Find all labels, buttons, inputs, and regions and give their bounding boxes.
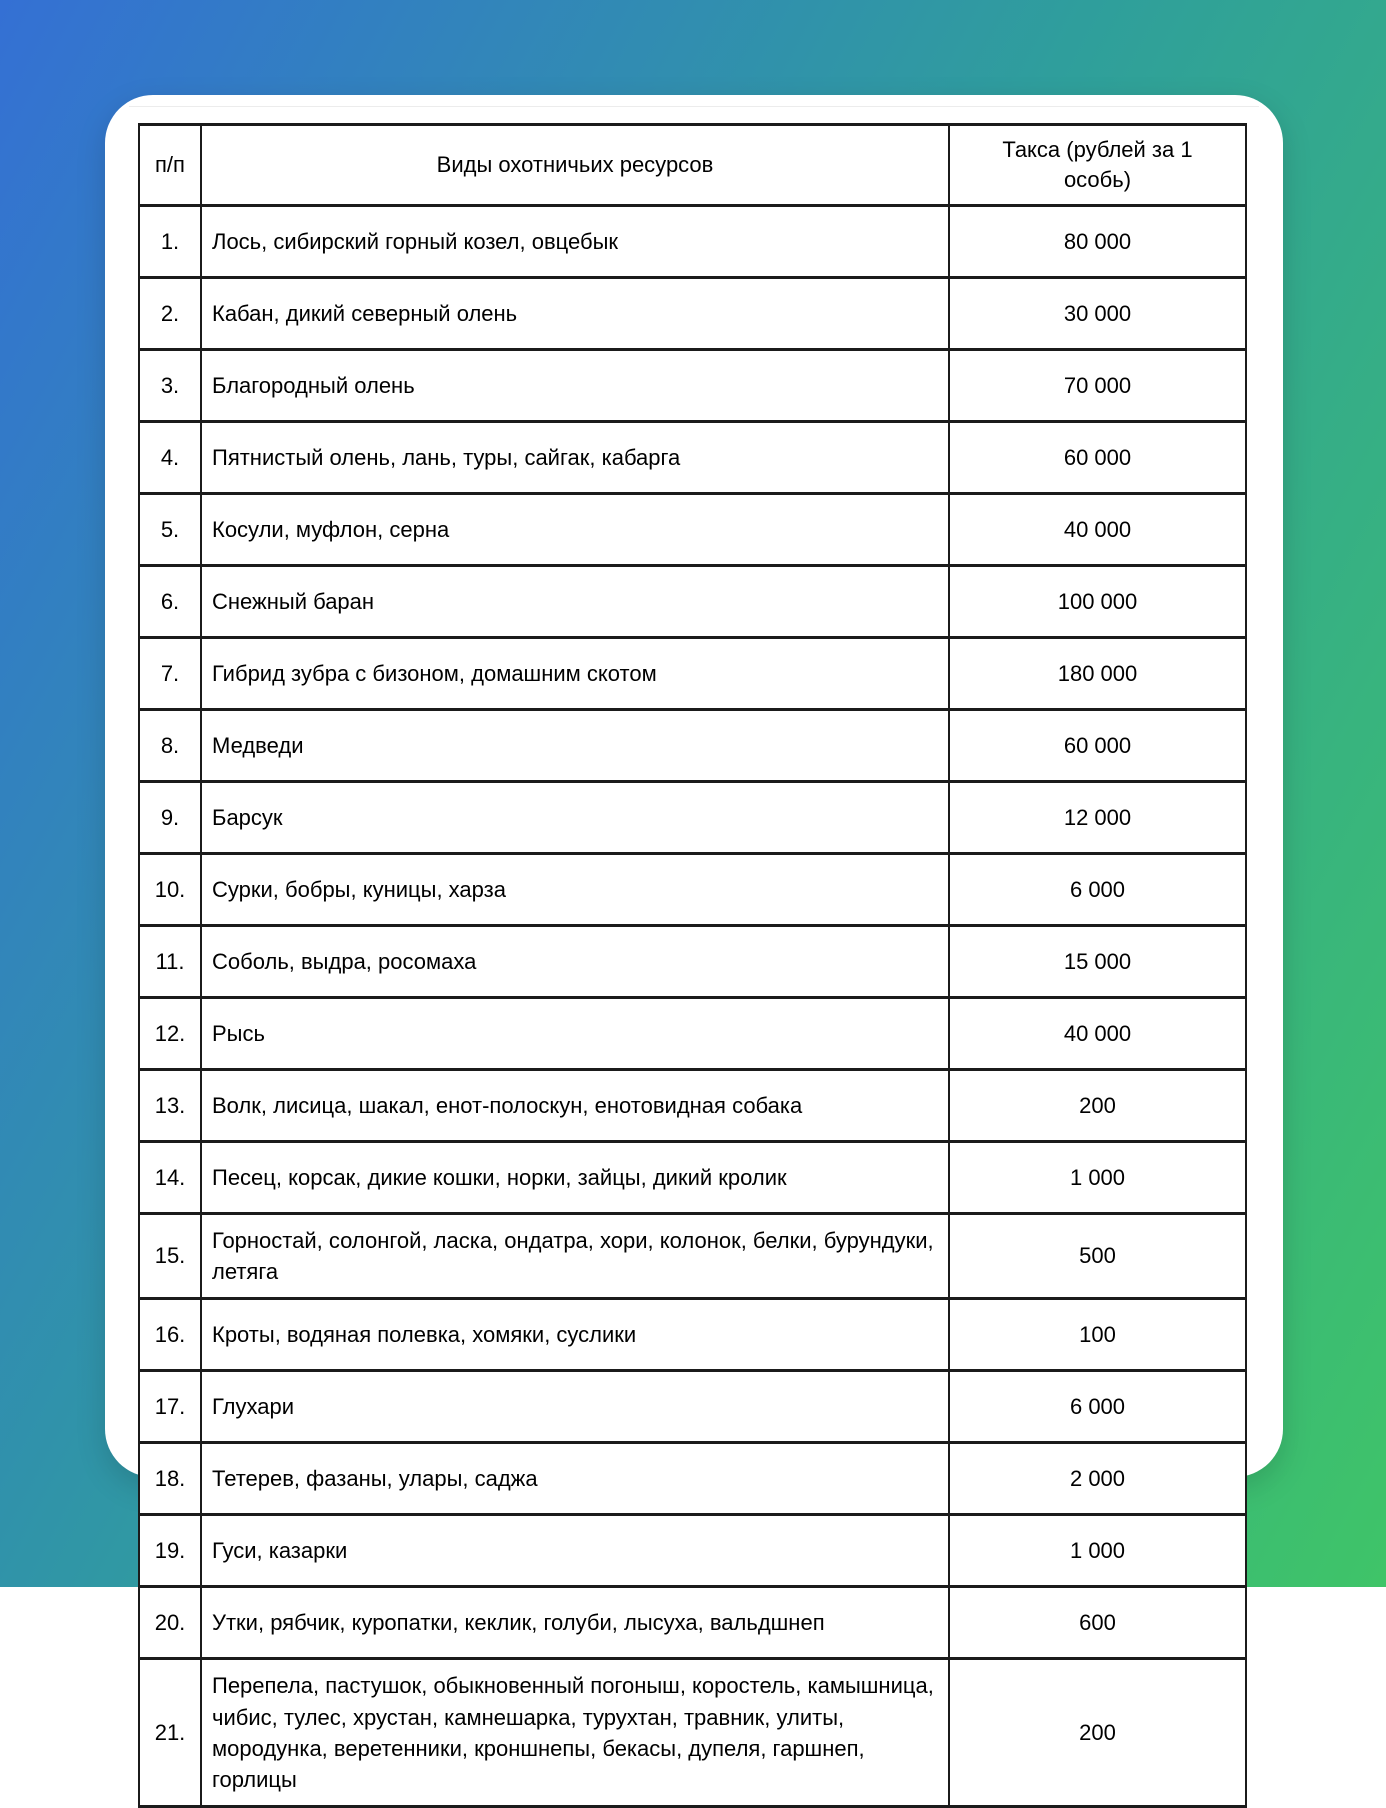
row-number-cell: 17.	[139, 1371, 201, 1443]
table-row	[139, 1142, 1246, 1214]
rate-cell: 100 000	[949, 566, 1246, 638]
rate-cell: 70 000	[949, 350, 1246, 422]
header-rate-line2: особь)	[1063, 167, 1132, 192]
row-number-cell: 9.	[139, 782, 201, 854]
species-cell: Лось, сибирский горный козел, овцебык	[201, 206, 949, 278]
rate-cell: 6 000	[949, 1371, 1246, 1443]
species-cell: Глухари	[201, 1371, 949, 1443]
row-number-cell: 16.	[139, 1299, 201, 1371]
species-cell: Барсук	[201, 782, 949, 854]
table-row	[139, 1371, 1246, 1443]
row-number-cell: 12.	[139, 998, 201, 1070]
hunting-fees-table	[138, 123, 1247, 1808]
table-row	[139, 1070, 1246, 1142]
rate-cell: 80 000	[949, 206, 1246, 278]
species-cell: Соболь, выдра, росомаха	[201, 926, 949, 998]
row-number-cell: 13.	[139, 1070, 201, 1142]
rate-cell: 1 000	[949, 1142, 1246, 1214]
species-cell: Рысь	[201, 998, 949, 1070]
table-row	[139, 1443, 1246, 1515]
table-row	[139, 1299, 1246, 1371]
rate-cell: 30 000	[949, 278, 1246, 350]
header-rate-line1: Такса (рублей за 1	[1002, 137, 1193, 163]
row-number-cell: 6.	[139, 566, 201, 638]
table-row	[139, 854, 1246, 926]
rate-cell: 200	[949, 1659, 1246, 1807]
species-cell: Волк, лисица, шакал, енот-полоскун, енотовидная собака	[201, 1070, 949, 1142]
species-cell: Кабан, дикий северный олень	[201, 278, 949, 350]
row-number-cell: 20.	[139, 1587, 201, 1659]
table-row	[139, 1659, 1246, 1807]
species-cell: Сурки, бобры, куницы, харза	[201, 854, 949, 926]
table-row	[139, 1587, 1246, 1659]
rate-cell: 15 000	[949, 926, 1246, 998]
rate-cell: 12 000	[949, 782, 1246, 854]
row-number-cell: 4.	[139, 422, 201, 494]
card-top-hairline	[129, 106, 1259, 107]
table-body	[139, 206, 1246, 1807]
table-header-row	[139, 125, 1246, 206]
row-number-cell: 18.	[139, 1443, 201, 1515]
rate-cell: 2 000	[949, 1443, 1246, 1515]
species-cell: Утки, рябчик, куропатки, кеклик, голуби, лысуха, вальдшнеп	[201, 1587, 949, 1659]
row-number-cell: 2.	[139, 278, 201, 350]
species-cell: Песец, корсак, дикие кошки, норки, зайцы, дикий кролик	[201, 1142, 949, 1214]
row-number-cell: 5.	[139, 494, 201, 566]
species-cell: Косули, муфлон, серна	[201, 494, 949, 566]
table-row	[139, 782, 1246, 854]
row-number-cell: 15.	[139, 1214, 201, 1299]
rate-cell: 60 000	[949, 710, 1246, 782]
species-cell: Тетерев, фазаны, улары, саджа	[201, 1443, 949, 1515]
table-row	[139, 350, 1246, 422]
table-row	[139, 1214, 1246, 1299]
table-row	[139, 710, 1246, 782]
rate-cell: 6 000	[949, 854, 1246, 926]
table-row	[139, 638, 1246, 710]
rate-cell: 180 000	[949, 638, 1246, 710]
species-cell: Гибрид зубра с бизоном, домашним скотом	[201, 638, 949, 710]
row-number-cell: 8.	[139, 710, 201, 782]
row-number-cell: 14.	[139, 1142, 201, 1214]
rate-cell: 40 000	[949, 494, 1246, 566]
rate-cell: 1 000	[949, 1515, 1246, 1587]
table-row	[139, 278, 1246, 350]
row-number-cell: 11.	[139, 926, 201, 998]
row-number-cell: 21.	[139, 1659, 201, 1807]
species-cell: Медведи	[201, 710, 949, 782]
species-cell: Горностай, солонгой, ласка, ондатра, хори, колонок, белки, бурундуки, летяга	[201, 1214, 949, 1299]
rate-cell: 600	[949, 1587, 1246, 1659]
table-row	[139, 494, 1246, 566]
rate-cell: 60 000	[949, 422, 1246, 494]
row-number-cell: 19.	[139, 1515, 201, 1587]
row-number-cell: 3.	[139, 350, 201, 422]
header-num: п/п	[139, 125, 201, 206]
rate-cell: 200	[949, 1070, 1246, 1142]
header-species: Виды охотничьих ресурсов	[201, 125, 949, 206]
table-row	[139, 422, 1246, 494]
species-cell: Кроты, водяная полевка, хомяки, суслики	[201, 1299, 949, 1371]
table-row	[139, 998, 1246, 1070]
document-card	[105, 95, 1283, 1793]
row-number-cell: 10.	[139, 854, 201, 926]
species-cell: Пятнистый олень, лань, туры, сайгак, кабарга	[201, 422, 949, 494]
table-row	[139, 1515, 1246, 1587]
species-cell: Благородный олень	[201, 350, 949, 422]
species-cell: Снежный баран	[201, 566, 949, 638]
rate-cell: 500	[949, 1214, 1246, 1299]
table-row	[139, 206, 1246, 278]
row-number-cell: 1.	[139, 206, 201, 278]
rate-cell: 40 000	[949, 998, 1246, 1070]
table-row	[139, 566, 1246, 638]
species-cell: Перепела, пастушок, обыкновенный погоныш, коростель, камышница, чибис, тулес, хрустан, камнешарка, турухтан, травник, улиты, мородунка, веретенники, кроншнепы, бекасы, дупеля, гаршнеп, горлицы	[201, 1659, 949, 1807]
row-number-cell: 7.	[139, 638, 201, 710]
table-row	[139, 926, 1246, 998]
header-rate	[949, 125, 1246, 206]
species-cell: Гуси, казарки	[201, 1515, 949, 1587]
rate-cell: 100	[949, 1299, 1246, 1371]
